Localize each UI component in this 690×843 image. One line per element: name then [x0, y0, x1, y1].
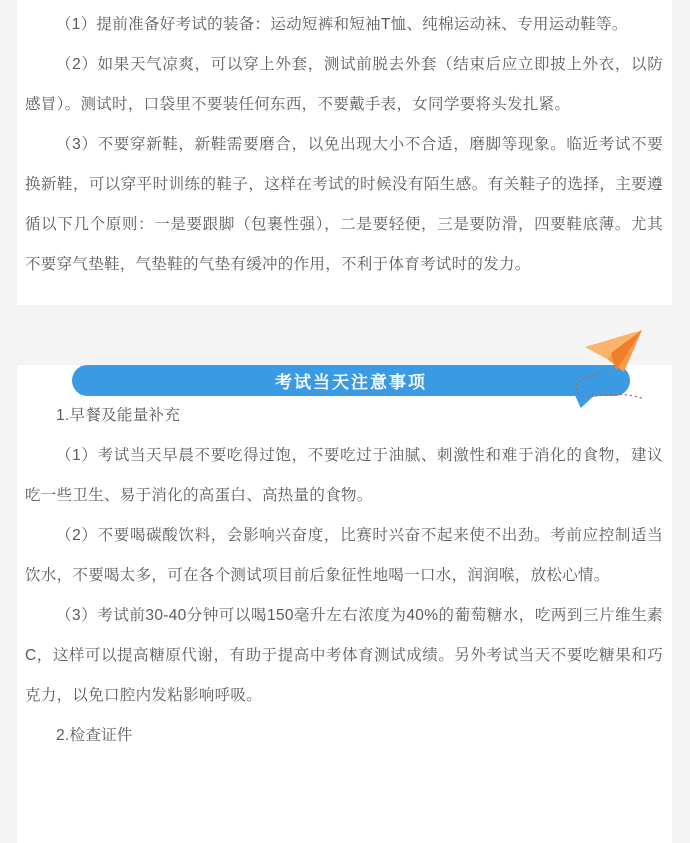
heading-documents: 2.检查证件	[56, 727, 133, 744]
heading-breakfast: 1.早餐及能量补充	[56, 407, 181, 424]
paragraph-jacket: （2）如果天气凉爽，可以穿上外套，测试前脱去外套（结束后应立即披上外衣，以防感冒）。测试时，口袋里不要装任何东西，不要戴手表，女同学要将头发扎紧。	[25, 56, 663, 113]
exam-day-section-card	[17, 365, 672, 843]
paragraph-shoes: （3）不要穿新鞋，新鞋需要磨合，以免出现大小不合适，磨脚等现象。临近考试不要换新鞋，可以穿平时训练的鞋子，这样在考试的时候没有陌生感。有关鞋子的选择，主要遵循以下几个原则：一是要跟脚（包裹性强），二是要轻便，三是要防滑，四要鞋底薄。尤其不要穿气垫鞋，气垫鞋的气垫有缓冲的作用，不利于体育考试时的发力。	[25, 136, 663, 273]
section-title-banner	[72, 365, 630, 396]
paragraph-equipment: （1）提前准备好考试的装备：运动短裤和短袖T恤、纯棉运动袜、专用运动鞋等。	[56, 16, 628, 33]
preparation-section-card	[17, 0, 672, 305]
section-title: 考试当天注意事项	[72, 365, 630, 396]
paragraph-breakfast: （1）考试当天早晨不要吃得过饱，不要吃过于油腻、刺激性和难于消化的食物，建议吃一些卫生、易于消化的高蛋白、高热量的食物。	[25, 447, 663, 504]
plane-wing-light	[585, 330, 642, 359]
paragraph-drinks: （2）不要喝碳酸饮料，会影响兴奋度，比赛时兴奋不起来使不出劲。考前应控制适当饮水，不要喝太多，可在各个测试项目前后象征性地喝一口水，润润喉，放松心情。	[25, 527, 663, 584]
paragraph-glucose: （3）考试前30-40分钟可以喝150毫升左右浓度为40%的葡萄糖水，吃两到三片维生素C，这样可以提高糖原代谢，有助于提高中考体育测试成绩。另外考试当天不要吃糖果和巧克力，以免口腔内发粘影响呼吸。	[25, 607, 663, 704]
